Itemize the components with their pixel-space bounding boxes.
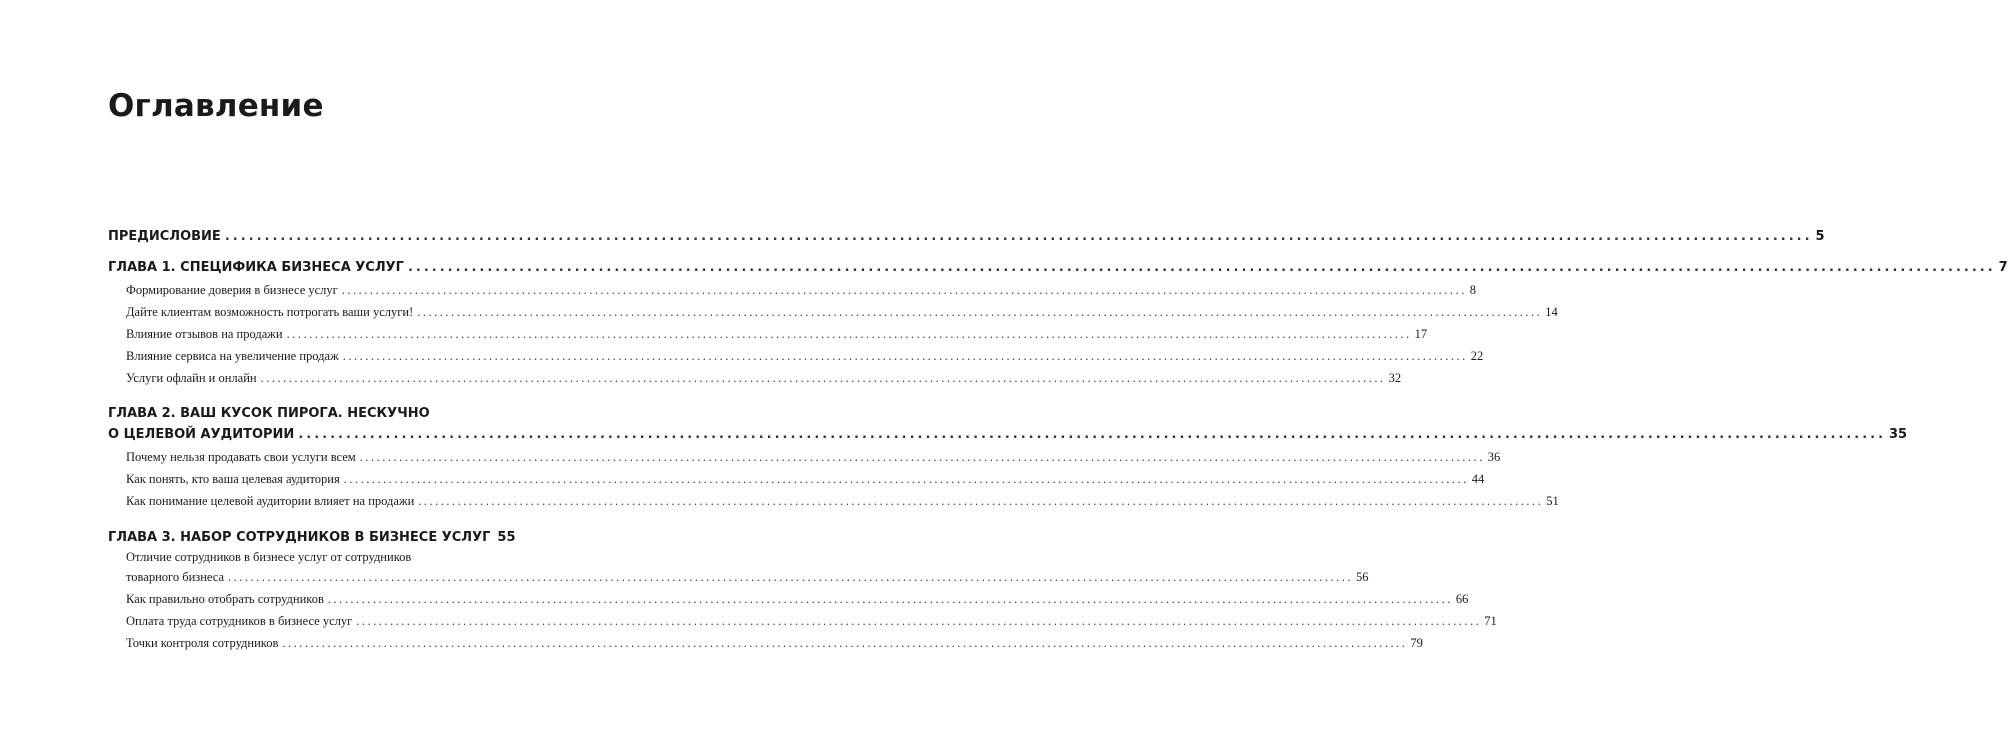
toc-chapter-1-label: ГЛАВА 1. СПЕЦИФИКА БИЗНЕСА УСЛУГ: [108, 260, 404, 275]
toc-preface-page: 5: [1815, 229, 1825, 244]
toc-entry-page: 17: [1414, 327, 1428, 341]
toc-entry[interactable]: [126, 301, 1558, 323]
leader-dots: ........................................................................................................................................................................................................: [418, 494, 1544, 508]
toc-entry-label-line2: товарного бизнеса: [126, 570, 224, 584]
toc-entry[interactable]: [108, 549, 1369, 588]
toc-entry-page: 8: [1469, 283, 1477, 297]
toc-entry[interactable]: [126, 323, 1428, 345]
leader-dots: ........................................................................................................................................................................................................: [343, 472, 1469, 486]
toc-entry[interactable]: [126, 345, 1484, 367]
toc-entry-label: Оплата труда сотрудников в бизнесе услуг: [126, 614, 353, 628]
page-title: Оглавление: [108, 88, 324, 124]
toc-chapter-1-page: 7: [1998, 260, 2008, 275]
leader-dots: ........................................................................................................................................................................................................: [407, 260, 1996, 275]
leader-dots: ........................................................................................................................................................................................................: [282, 636, 1408, 650]
leader-dots: ........................................................................................................................................................................................................: [359, 450, 1485, 464]
toc-entry-page: 51: [1546, 494, 1559, 508]
toc-entry[interactable]: [126, 588, 1469, 610]
toc-entry-label: Как правильно отобрать сотрудников: [126, 592, 324, 606]
toc-chapter-1[interactable]: [108, 257, 2008, 279]
toc-entry-label: Как понимание целевой аудитории влияет на продажи: [126, 494, 415, 508]
toc-entry-page: 79: [1410, 636, 1423, 650]
toc-chapter-2[interactable]: [108, 404, 1908, 446]
leader-dots: ........................................................................................................................................................................................................: [298, 427, 1887, 442]
toc-chapter-3-label: ГЛАВА 3. НАБОР СОТРУДНИКОВ В БИЗНЕСЕ УСЛУГ: [108, 530, 491, 545]
toc-chapter-2-page: 35: [1889, 427, 1908, 442]
toc-entry-label: Почему нельзя продавать свои услуги всем: [126, 450, 356, 464]
leader-dots: ........................................................................................................................................................................................................: [341, 283, 1467, 297]
toc-entry-page: 22: [1470, 349, 1484, 363]
toc-entry[interactable]: [126, 490, 1559, 512]
toc-entry[interactable]: [126, 610, 1497, 632]
toc-chapter-3[interactable]: [108, 527, 516, 549]
toc-entry-label: Влияние отзывов на продажи: [126, 327, 283, 341]
leader-dots: ........................................................................................................................................................................................................: [417, 305, 1543, 319]
toc-entry[interactable]: [126, 446, 1501, 468]
toc-entry-page: 36: [1487, 450, 1501, 464]
toc-entry-page: 56: [1356, 570, 1369, 584]
toc-chapter-2-label-line1: ГЛАВА 2. ВАШ КУСОК ПИРОГА. НЕСКУЧНО: [108, 406, 430, 421]
toc-entry[interactable]: [126, 632, 1423, 654]
leader-dots: ........................................................................................................................................................................................................: [342, 349, 1468, 363]
leader-dots: ........................................................................................................................................................................................................: [327, 592, 1453, 606]
leader-dots: ........................................................................................................................................................................................................: [228, 570, 1353, 584]
toc-entry[interactable]: [126, 468, 1485, 490]
toc-chapter-2-label-line2: О ЦЕЛЕВОЙ АУДИТОРИИ: [108, 427, 295, 442]
toc-entry-label-line1: Отличие сотрудников в бизнесе услуг от сотрудников: [126, 550, 412, 564]
toc-chapter-3-page: 55: [497, 530, 516, 545]
toc-entry[interactable]: [126, 279, 1477, 301]
leader-dots: ........................................................................................................................................................................................................: [356, 614, 1482, 628]
toc-entry-page: 71: [1484, 614, 1497, 628]
toc-entry-page: 66: [1455, 592, 1469, 606]
toc-entry-page: 44: [1471, 472, 1485, 486]
toc-entry-label: Формирование доверия в бизнесе услуг: [126, 283, 338, 297]
toc-entry-page: 32: [1388, 371, 1402, 385]
toc-entry-label: Как понять, кто ваша целевая аудитория: [126, 472, 340, 486]
leader-dots: ........................................................................................................................................................................................................: [224, 229, 1813, 244]
toc-preface-label: ПРЕДИСЛОВИЕ: [108, 229, 221, 244]
toc-entry-label: Влияние сервиса на увеличение продаж: [126, 349, 339, 363]
toc-entry-label: Дайте клиентам возможность потрогать ваши услуги!: [126, 305, 414, 319]
toc-entry[interactable]: [126, 367, 1402, 389]
toc-entry-page: 14: [1545, 305, 1558, 319]
toc-preface[interactable]: [108, 226, 1825, 248]
leader-dots: ........................................................................................................................................................................................................: [286, 327, 1412, 341]
toc-entry-label: Точки контроля сотрудников: [126, 636, 279, 650]
toc-entry-label: Услуги офлайн и онлайн: [126, 371, 257, 385]
table-of-contents: [108, 226, 2008, 654]
leader-dots: ........................................................................................................................................................................................................: [260, 371, 1386, 385]
